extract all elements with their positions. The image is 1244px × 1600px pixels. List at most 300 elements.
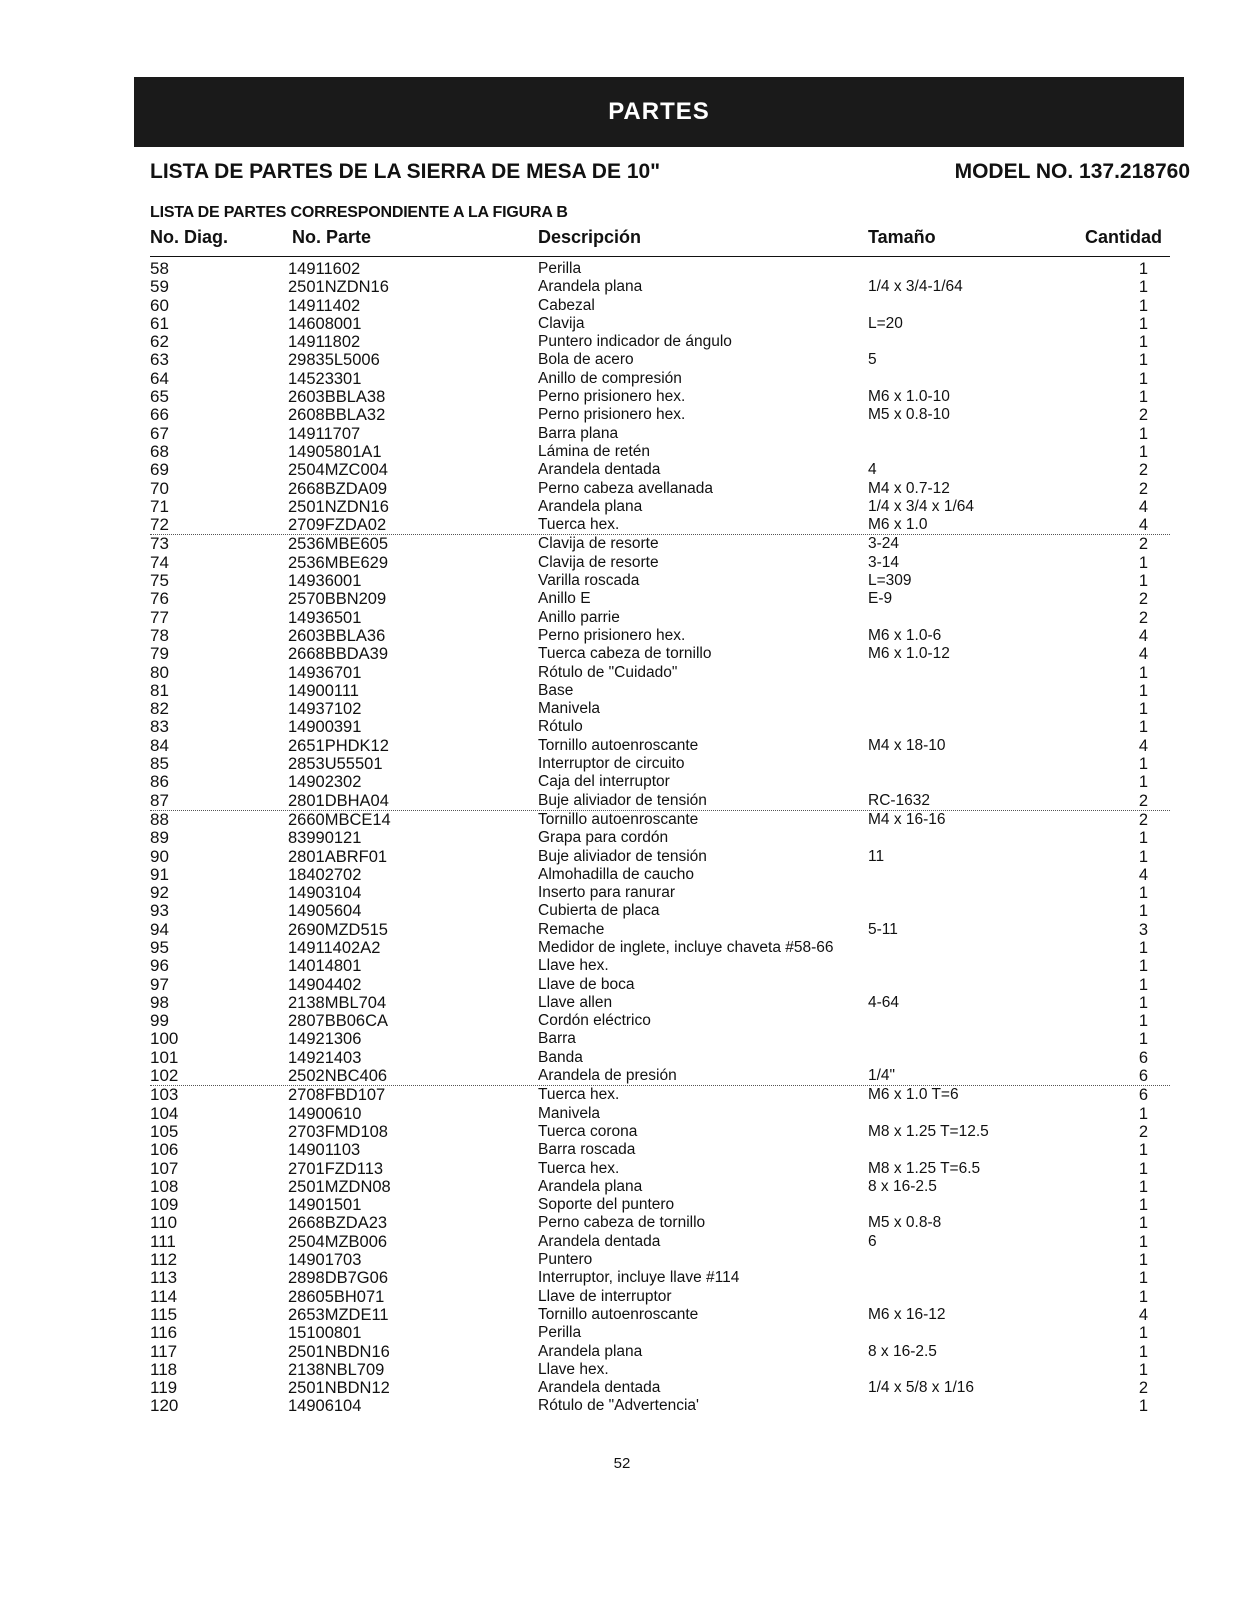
part-quantity: 2 [1138,1379,1148,1398]
part-size: M8 x 1.25 T=12.5 [868,1122,989,1140]
part-size: M6 x 16-12 [868,1305,946,1323]
part-diag-number: 69 [150,460,169,480]
part-number: 14900111 [288,681,359,700]
part-size: 1/4 x 3/4 x 1/64 [868,497,974,515]
part-number: 2701FZD113 [288,1159,384,1178]
part-quantity: 4 [1138,497,1148,516]
part-size: 4-64 [868,993,900,1011]
parts-table [150,260,1170,1416]
part-diag-number: 96 [150,956,169,976]
table-row [150,1306,1170,1324]
part-diag-number: 100 [150,1029,179,1049]
part-number: 83990121 [288,829,362,848]
part-number: 2801ABRF01 [288,847,388,866]
part-number: 2703FMD108 [288,1122,388,1141]
part-quantity: 1 [1138,388,1148,407]
part-diag-number: 84 [150,735,169,755]
part-description: Soporte del puntero [538,1196,675,1214]
part-size: 4 [868,461,877,479]
part-quantity: 6 [1138,1086,1148,1105]
part-diag-number: 117 [150,1341,178,1361]
part-quantity: 1 [1138,938,1148,957]
part-diag-number: 87 [150,790,169,810]
part-quantity: 2 [1138,461,1148,480]
part-quantity: 1 [1138,572,1148,591]
part-description: Arandela plana [538,1342,643,1360]
part-size: 3-24 [868,535,900,553]
part-quantity: 1 [1138,296,1148,315]
table-row [150,1105,1170,1123]
part-number: 14901703 [288,1251,362,1270]
part-number: 14523301 [288,369,362,388]
part-quantity: 1 [1138,1196,1148,1215]
part-diag-number: 110 [150,1213,178,1233]
part-quantity: 6 [1138,1048,1148,1067]
table-row [150,1178,1170,1196]
part-description: Buje aliviador de tensión [538,791,707,809]
part-number: 2504MZC004 [288,461,388,480]
part-description: Tuerca cabeza de tornillo [538,645,712,663]
list-title: LISTA DE PARTES DE LA SIERRA DE MESA DE 10" [150,160,661,183]
table-row [150,829,1170,847]
table-row [150,1343,1170,1361]
table-row [150,333,1170,351]
part-description: Almohadilla de caucho [538,865,694,883]
part-quantity: 1 [1138,1342,1148,1361]
part-description: Varilla roscada [538,572,640,590]
page-header [150,160,1190,190]
part-quantity: 1 [1138,1269,1148,1288]
part-number: 2709FZDA02 [288,516,387,535]
part-number: 2801DBHA04 [288,791,389,810]
part-size: RC-1632 [868,791,931,809]
part-number: 2608BBLA32 [288,406,386,425]
part-diag-number: 63 [150,350,169,370]
part-diag-number: 115 [150,1304,178,1324]
part-description: Arandela plana [538,1177,643,1195]
part-description: Llave hex. [538,957,609,975]
part-size: 3-14 [868,553,900,571]
part-diag-number: 70 [150,478,169,498]
table-row [150,700,1170,718]
table-row [150,792,1170,811]
part-number: 2504MZB006 [288,1232,388,1251]
part-diag-number: 89 [150,828,169,848]
part-number: 2138NBL709 [288,1360,385,1379]
table-row [150,1030,1170,1048]
part-quantity: 2 [1138,406,1148,425]
part-diag-number: 71 [150,496,169,516]
part-diag-number: 109 [150,1195,179,1215]
part-diag-number: 95 [150,937,169,957]
part-description: Arandela plana [538,497,643,515]
table-row [150,1012,1170,1030]
part-size: 1/4 x 5/8 x 1/16 [868,1379,974,1397]
table-row [150,1196,1170,1214]
table-row [150,1160,1170,1178]
table-row [150,1379,1170,1397]
part-description: Rótulo [538,718,583,736]
section-banner [134,77,1184,147]
part-quantity: 2 [1138,810,1148,829]
table-row [150,1067,1170,1086]
part-description: Inserto para ranurar [538,884,675,902]
part-quantity: 1 [1138,1360,1148,1379]
part-description: Banda [538,1048,583,1066]
part-quantity: 1 [1138,1214,1148,1233]
part-quantity: 4 [1138,645,1148,664]
part-diag-number: 78 [150,625,169,645]
part-description: Base [538,681,574,699]
part-quantity: 1 [1138,718,1148,737]
table-row [150,1361,1170,1379]
part-description: Rótulo de "Cuidado" [538,663,678,681]
part-diag-number: 73 [150,534,169,554]
table-row [150,535,1170,553]
part-quantity: 4 [1138,516,1148,535]
table-row [150,1397,1170,1415]
part-number: 14911402 [288,296,361,315]
part-number: 2807BB06CA [288,1012,388,1031]
part-number: 2708FBD107 [288,1086,386,1105]
part-quantity: 1 [1138,1251,1148,1270]
part-description: Llave de interruptor [538,1287,672,1305]
part-quantity: 3 [1138,920,1148,939]
table-header [150,227,1190,253]
part-size: M5 x 0.8-10 [868,406,950,424]
part-number: 14900391 [288,718,362,737]
part-description: Interruptor, incluye llave #114 [538,1269,740,1287]
table-row [150,1251,1170,1269]
part-size: 5-11 [868,920,898,938]
part-diag-number: 91 [150,864,169,884]
part-quantity: 1 [1138,1324,1148,1343]
part-description: Caja del interruptor [538,773,670,791]
part-quantity: 1 [1138,1177,1148,1196]
part-number: 2536MBE629 [288,553,388,572]
part-number: 14904402 [288,975,362,994]
part-size: 1/4" [868,1067,896,1085]
part-quantity: 1 [1138,553,1148,572]
part-diag-number: 105 [150,1121,179,1141]
part-diag-number: 74 [150,552,169,572]
part-number: 14903104 [288,884,362,903]
part-size: M5 x 0.8-8 [868,1214,942,1232]
part-diag-number: 120 [150,1396,179,1416]
table-row [150,297,1170,315]
part-number: 14901501 [288,1196,362,1215]
part-description: Clavija [538,314,585,332]
part-quantity: 2 [1138,791,1148,810]
part-diag-number: 98 [150,992,169,1012]
part-description: Llave de boca [538,975,635,993]
banner-title: PARTES [608,98,710,125]
part-quantity: 1 [1138,1232,1148,1251]
part-quantity: 1 [1138,902,1148,921]
table-row [150,682,1170,700]
part-quantity: 1 [1138,278,1148,297]
part-quantity: 2 [1138,608,1148,627]
part-description: Tornillo autoenroscante [538,810,699,828]
part-quantity: 1 [1138,1159,1148,1178]
table-row [150,1269,1170,1287]
part-number: 2502NBC406 [288,1067,388,1086]
part-description: Arandela de presión [538,1067,677,1085]
part-diag-number: 64 [150,368,169,388]
part-description: Remache [538,920,605,938]
part-description: Perno prisionero hex. [538,406,686,424]
part-number: 2853U55501 [288,755,383,774]
part-quantity: 1 [1138,847,1148,866]
part-quantity: 1 [1138,681,1148,700]
part-number: 14900610 [288,1104,362,1123]
part-diag-number: 83 [150,717,169,737]
part-size: M4 x 16-16 [868,810,946,828]
part-number: 14901103 [288,1141,361,1160]
table-row [150,884,1170,902]
part-description: Clavija de resorte [538,535,659,553]
part-quantity: 1 [1138,333,1148,352]
part-diag-number: 92 [150,883,169,903]
part-quantity: 1 [1138,993,1148,1012]
table-row [150,406,1170,424]
part-size: L=20 [868,314,903,332]
part-quantity: 1 [1138,424,1148,443]
part-description: Buje aliviador de tensión [538,847,707,865]
part-quantity: 1 [1138,884,1148,903]
part-diag-number: 112 [150,1250,178,1270]
table-row [150,976,1170,994]
column-header-desc: Descripción [538,227,642,247]
table-row [150,498,1170,516]
part-quantity: 1 [1138,1030,1148,1049]
part-description: Puntero [538,1251,593,1269]
part-diag-number: 65 [150,387,169,407]
part-number: 2668BBDA39 [288,645,388,664]
part-description: Barra plana [538,424,619,442]
table-row [150,957,1170,975]
part-diag-number: 81 [150,680,169,700]
table-row [150,516,1170,535]
part-number: 2898DB7G06 [288,1269,388,1288]
part-description: Arandela dentada [538,1232,661,1250]
table-row [150,1214,1170,1232]
part-number: 14608001 [288,314,362,333]
table-row [150,554,1170,572]
part-number: 2603BBLA38 [288,388,386,407]
part-description: Anillo E [538,590,591,608]
part-size: M6 x 1.0-6 [868,626,942,644]
part-description: Tuerca hex. [538,1086,620,1104]
part-description: Barra [538,1030,576,1048]
table-row [150,1288,1170,1306]
table-row [150,388,1170,406]
part-quantity: 1 [1138,369,1148,388]
part-number: 14911707 [288,424,361,443]
part-description: Interruptor de circuito [538,755,685,773]
part-number: 14921306 [288,1030,362,1049]
part-quantity: 1 [1138,442,1148,461]
page-number: 52 [613,1455,631,1472]
part-diag-number: 72 [150,515,169,535]
part-size: 8 x 16-2.5 [868,1177,937,1195]
part-quantity: 6 [1138,1067,1148,1086]
part-number: 2690MZD515 [288,920,388,939]
table-row [150,1141,1170,1159]
part-description: Anillo de compresión [538,369,682,387]
part-number: 2501NBDN12 [288,1379,390,1398]
part-number: 14014801 [288,957,362,976]
part-number: 2536MBE605 [288,535,388,554]
table-row [150,572,1170,590]
part-quantity: 1 [1138,351,1148,370]
part-number: 2660MBCE14 [288,810,391,829]
part-diag-number: 80 [150,662,169,682]
part-quantity: 1 [1138,957,1148,976]
part-diag-number: 68 [150,441,169,461]
part-diag-number: 119 [150,1378,178,1398]
part-description: Llave hex. [538,1360,609,1378]
part-number: 29835L5006 [288,351,380,370]
table-row [150,811,1170,829]
part-number: 14905604 [288,902,362,921]
part-size: 6 [868,1232,877,1250]
part-description: Rótulo de "Advertencia' [538,1397,699,1415]
part-description: Llave allen [538,993,613,1011]
part-number: 2501NZDN16 [288,278,389,297]
table-row [150,609,1170,627]
part-number: 14937102 [288,700,362,719]
part-description: Arandela dentada [538,461,661,479]
part-quantity: 4 [1138,865,1148,884]
part-diag-number: 93 [150,901,169,921]
part-size: 11 [868,847,885,865]
part-quantity: 1 [1138,260,1148,278]
part-quantity: 1 [1138,773,1148,792]
part-number: 2653MZDE11 [288,1305,389,1324]
table-row [150,1123,1170,1141]
table-row [150,1233,1170,1251]
part-diag-number: 85 [150,754,169,774]
part-size: M4 x 18-10 [868,736,946,754]
part-description: Lámina de retén [538,442,651,460]
table-row [150,315,1170,333]
part-diag-number: 99 [150,1011,169,1031]
part-number: 28605BH071 [288,1287,385,1306]
table-row [150,773,1170,791]
table-row [150,425,1170,443]
part-quantity: 1 [1138,975,1148,994]
part-diag-number: 90 [150,846,169,866]
part-description: Medidor de inglete, incluye chaveta #58-66 [538,938,834,956]
part-size: M6 x 1.0 T=6 [868,1086,959,1104]
table-row [150,718,1170,736]
part-quantity: 2 [1138,479,1148,498]
part-description: Grapa para cordón [538,829,669,847]
part-description: Cordón eléctrico [538,1012,651,1030]
part-diag-number: 77 [150,607,169,627]
part-diag-number: 62 [150,332,169,352]
part-size: E-9 [868,590,893,608]
part-number: 14902302 [288,773,362,792]
part-description: Tuerca hex. [538,516,620,534]
table-row [150,1086,1170,1104]
table-row [150,370,1170,388]
part-diag-number: 82 [150,699,169,719]
part-number: 2501MZDN08 [288,1177,391,1196]
part-number: 14936001 [288,572,362,591]
table-row [150,866,1170,884]
part-number: 2570BBN209 [288,590,387,609]
part-number: 14936501 [288,608,362,627]
part-description: Bola de acero [538,351,634,369]
part-description: Perno cabeza avellanada [538,479,713,497]
part-quantity: 1 [1138,1397,1148,1416]
table-row [150,480,1170,498]
part-diag-number: 67 [150,423,169,443]
column-header-diag: No. Diag. [150,227,229,247]
part-quantity: 2 [1138,590,1148,609]
part-diag-number: 66 [150,405,169,425]
column-header-size: Tamaño [868,227,936,247]
part-description: Perilla [538,1324,582,1342]
part-diag-number: 108 [150,1176,179,1196]
part-description: Clavija de resorte [538,553,659,571]
part-size: M8 x 1.25 T=6.5 [868,1159,981,1177]
part-description: Cabezal [538,296,595,314]
part-diag-number: 102 [150,1066,179,1086]
part-description: Cubierta de placa [538,902,660,920]
part-size: 8 x 16-2.5 [868,1342,937,1360]
part-size: M6 x 1.0 [868,516,928,534]
part-diag-number: 111 [150,1231,176,1251]
part-diag-number: 104 [150,1103,179,1123]
part-description: Tuerca hex. [538,1159,620,1177]
part-description: Tornillo autoenroscante [538,1305,699,1323]
part-description: Puntero indicador de ángulo [538,333,732,351]
part-quantity: 1 [1138,829,1148,848]
part-description: Perno prisionero hex. [538,388,686,406]
part-size: 5 [868,351,877,369]
part-number: 14905801A1 [288,442,382,461]
part-diag-number: 113 [150,1268,178,1288]
part-description: Arandela plana [538,278,643,296]
part-diag-number: 76 [150,589,169,609]
table-row [150,1324,1170,1342]
table-row [150,902,1170,920]
part-description: Barra roscada [538,1141,636,1159]
part-description: Perilla [538,260,582,277]
table-row [150,848,1170,866]
part-number: 18402702 [288,865,362,884]
model-number: MODEL NO. 137.218760 [954,160,1190,183]
part-diag-number: 58 [150,259,169,278]
part-description: Arandela dentada [538,1379,661,1397]
part-number: 2501NZDN16 [288,497,389,516]
part-diag-number: 79 [150,644,169,664]
table-row [150,994,1170,1012]
part-quantity: 4 [1138,1305,1148,1324]
part-quantity: 1 [1138,1012,1148,1031]
table-row [150,260,1170,278]
table-row [150,645,1170,663]
part-diag-number: 60 [150,295,169,315]
part-description: Anillo parrie [538,608,620,626]
part-quantity: 1 [1138,1287,1148,1306]
part-quantity: 4 [1138,626,1148,645]
part-description: Perno prisionero hex. [538,626,686,644]
part-number: 14906104 [288,1397,362,1416]
